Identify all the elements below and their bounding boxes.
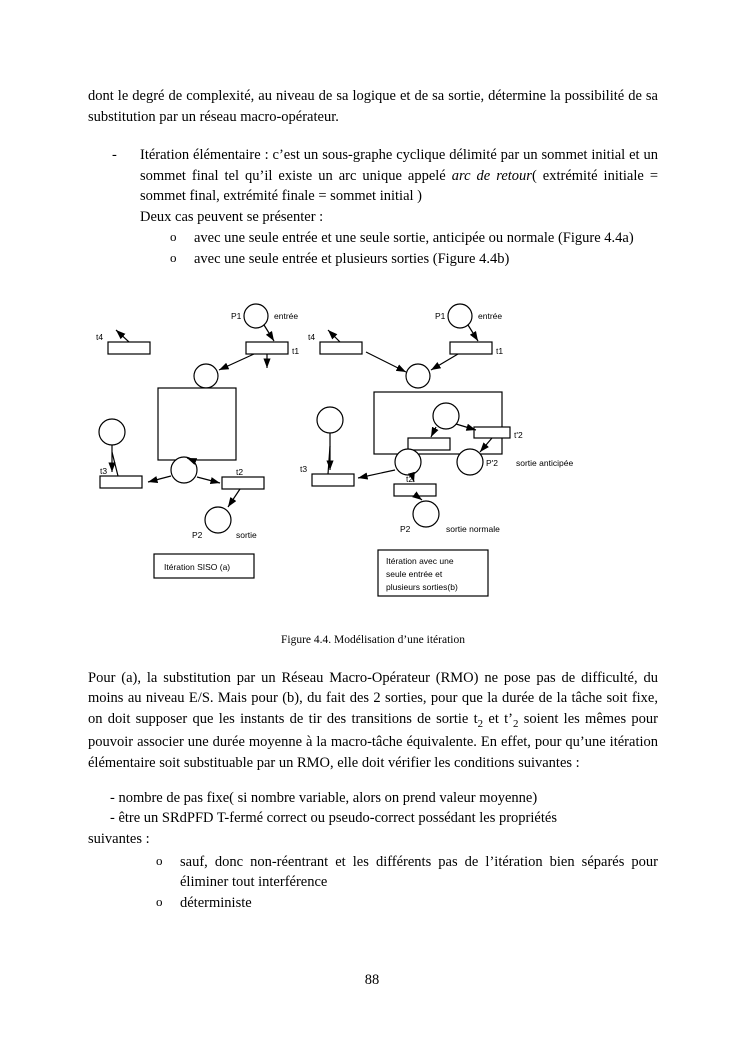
after-fig-sub-1: 2 [477,717,484,730]
sub-list [140,228,658,269]
figure-b-label-p2: P2 [400,523,411,534]
bullet-italic: arc de retour [451,167,532,184]
condition-line: - être un SRdPFD T-fermé correct ou pseudo-correct possédant les propriétés [110,810,557,827]
figure-b-label-p1: P1 [435,310,446,321]
list-item [156,893,658,914]
property-label: déterministe [180,894,252,911]
figure-b-label-t4: t4 [308,331,316,342]
figure-a-label-t1: t1 [292,345,300,356]
figure-a-caption-box: Itération SISO (a) [164,561,231,572]
figure-a-label-sortie: sortie [236,529,257,540]
figure-b-label-sortie-normale: sortie normale [446,523,500,534]
sub-item-label: avec une seule entrée et plusieurs sorties (Figure 4.4b) [194,251,510,268]
figure-b-caption-line1: Itération avec une [386,555,454,566]
figure-b-label-sortie-anticipee: sortie anticipée [516,457,574,468]
list-item [156,852,658,893]
figure-a-label-t3: t3 [100,465,108,476]
figure-b-label-t2-prime: t'2 [514,429,523,440]
figure-4-4 [88,292,658,622]
figure-a-label-t4: t4 [96,331,104,342]
properties-list [88,852,658,914]
conditions-list [88,788,658,829]
figure-b-label-entree: entrée [478,310,503,321]
after-fig-sub-2: 2 [513,717,519,730]
intro-paragraph: dont le degré de complexité, au niveau de sa logique et de sa sortie, détermine la possibilité de sa substitution par un réseau macro-opérateur. [88,88,658,125]
circle-marker-icon: o [170,250,177,266]
figure-b-label-t3: t3 [300,463,308,474]
petri-net-diagram [88,292,658,622]
figure-a-label-p1: P1 [231,310,242,321]
figure-b-label-p2-prime: P'2 [486,457,499,468]
after-fig-part-a: Pour (a), la substitution par un Réseau Macro-Opérateur (RMO) ne pose pas de difficulté, du moins au niveau E/S. Mais pour (b), du fait des 2 sorties, pour que la durée de la tâche soit fixe, on doit supposer que les instants de tir des transitions de sortie t [88,669,658,727]
figure-caption: Figure 4.4. Modélisation d’une itération [281,633,465,646]
circle-marker-icon: o [156,852,163,868]
property-label: sauf, donc non-réentrant et les différents pas de l’itération bien séparés pour éliminer tout interférence [180,853,658,891]
document-content [88,86,658,913]
bullet-text [140,145,658,207]
figure-b-caption-line3: plusieurs sorties(b) [386,581,458,592]
circle-marker-icon: o [170,229,177,245]
figure-b-caption-line2: seule entrée et [386,568,443,579]
figure-a-label-entree: entrée [274,310,299,321]
after-fig-part-b: et t’ [483,710,514,727]
deux-cas-line: Deux cas peuvent se présenter : [140,208,324,225]
bullet-part1: Itération élémentaire : c’est un sous-graphe cyclique délimité par un sommet initial et un sommet final tel qu’il existe un arc unique appelé [140,147,658,184]
page-number: 88 [364,972,380,988]
after-fig-part-c: soient les mêmes pour pouvoir associer une durée moyenne à la macro-tâche équivalente. En effet, pour qu’une itération élémentaire soit substituable par un RMO, elle doit vérifier les conditions suivantes : [88,710,658,771]
suivantes-label: suivantes : [88,830,150,847]
figure-a-label-t2: t2 [236,466,244,477]
figure-a-label-p2: P2 [192,529,203,540]
sub-item-label: avec une seule entrée et une seule sortie, anticipée ou normale (Figure 4.4a) [194,230,634,247]
condition-line: - nombre de pas fixe( si nombre variable, alors on prend valeur moyenne) [110,789,538,806]
list-item [170,228,658,249]
circle-marker-icon: o [156,893,163,909]
after-figure-paragraph [88,668,658,774]
figure-b-label-t1: t1 [496,345,504,356]
bullet-block [88,145,658,269]
bullet-part2: ( extrémité initiale = sommet final, extrémité finale = sommet initial ) [140,167,658,205]
list-item [170,249,658,270]
dash-marker: - [112,147,117,164]
figure-b-label-t2: t2 [406,473,414,484]
